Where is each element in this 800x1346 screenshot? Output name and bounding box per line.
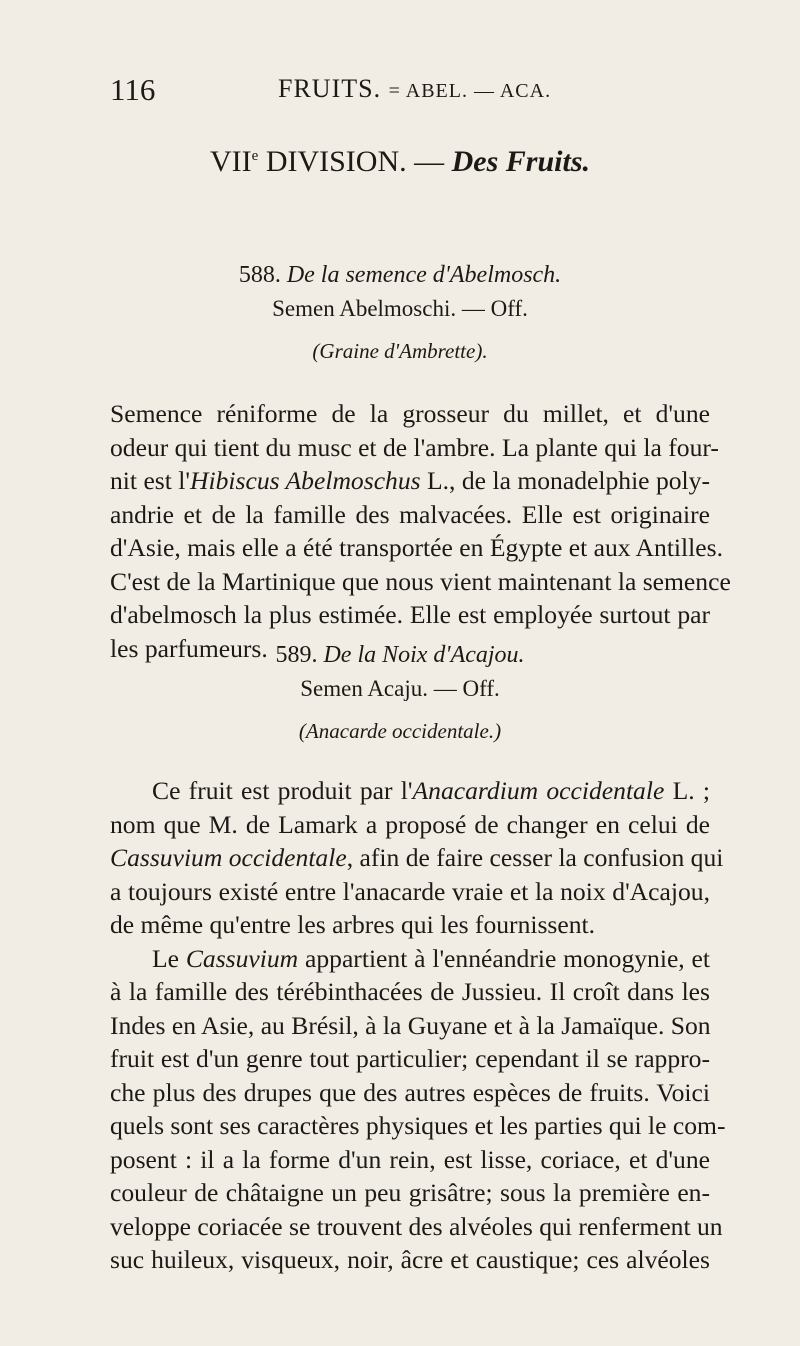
division-title (0, 145, 800, 179)
paragraph-589 (110, 774, 726, 1277)
text-line: d'abelmosch la plus estimée. Elle est employée surtout par (110, 600, 710, 629)
text-line: posent : il a la forme d'un rein, est lisse, coriace, et d'une (110, 1144, 710, 1174)
division-prefix: VII (209, 145, 252, 178)
entry-588-title-line (0, 258, 800, 292)
entry-589-number: 589. (275, 642, 318, 668)
text-line: nom que M. de Lamark a proposé de changer en celui de (110, 809, 710, 839)
text-line: à la famille des térébinthacées de Jussieu. Il croît dans les (110, 977, 710, 1006)
entry-588-title: De la semence d'Abelmosch. (286, 262, 562, 288)
entry-589-latin: Semen Acaju. — Off. (300, 676, 500, 701)
text-line: les parfumeurs. (110, 633, 268, 663)
text-line: fruit est d'un genre tout particulier; cependant il se rappro- (110, 1044, 710, 1073)
entry-588-heading (0, 258, 800, 368)
running-title (278, 74, 551, 104)
division-label: DIVISION. — (258, 145, 452, 178)
text-line: Ce fruit est produit par l'Anacardium occidentale L. ; (152, 776, 710, 805)
entry-589-title: De la Noix d'Acajou. (323, 642, 525, 668)
latin-name: Cassuvium occidentale (110, 843, 347, 872)
division-title-italic: Des Fruits. (451, 145, 591, 178)
entry-589-heading (0, 638, 800, 748)
entry-588-synonym: (Graine d'Ambrette). (312, 339, 488, 363)
latin-name: Cassuvium (185, 943, 299, 973)
text-line: odeur qui tient du musc et de l'ambre. La plante qui la four- (110, 432, 719, 462)
text-line: Le Cassuvium appartient à l'ennéandrie monogynie, et (152, 943, 710, 973)
text-line: andrie et de la famille des malvacées. Elle est originaire (110, 499, 710, 529)
text-line: Semence réniforme de la grosseur du millet, et d'une (110, 399, 710, 428)
paragraph-588 (110, 397, 731, 665)
text-line: suc huileux, visqueux, noir, âcre et caustique; ces alvéoles (110, 1245, 710, 1274)
entry-589-title-line (0, 638, 800, 672)
entry-588-latin: Semen Abelmoschi. — Off. (272, 296, 528, 321)
text-line: quels sont ses caractères physiques et les parties qui le com- (110, 1111, 726, 1140)
text-line: veloppe coriacée se trouvent des alvéoles qui renferment un (110, 1211, 723, 1241)
text-line: che plus des drupes que des autres espèces de fruits. Voici (110, 1077, 710, 1107)
entry-589-synonym: (Anacarde occidentale.) (298, 719, 502, 743)
text-line: Cassuvium occidentale, afin de faire cesser la confusion qui (110, 843, 724, 872)
entry-588-number: 588. (238, 262, 281, 288)
running-head (0, 72, 800, 112)
division-superscript: e (251, 148, 259, 164)
running-title-main: FRUITS. (278, 74, 382, 103)
text-line: C'est de la Martinique que nous vient maintenant la semence (110, 566, 731, 596)
page-number: 116 (110, 72, 156, 107)
text-line: a toujours existé entre l'anacarde vraie et la noix d'Acajou, (110, 876, 710, 906)
text-line: d'Asie, mais elle a été transportée en Égypte et aux Antilles. (110, 533, 723, 562)
text-line: nit est l'Hibiscus Abelmoschus L., de la monadelphie poly- (110, 466, 710, 495)
text-line: de même qu'entre les arbres qui les fournissent. (110, 910, 596, 939)
running-title-range: = ABEL. — ACA. (388, 80, 552, 102)
text-line: couleur de châtaigne un peu grisâtre; sous la première en- (110, 1178, 710, 1207)
text-line: Indes en Asie, au Brésil, à la Guyane et à la Jamaïque. Son (110, 1010, 711, 1040)
latin-name: Anacardium occidentale (412, 776, 665, 805)
latin-name: Hibiscus Abelmoschus (190, 466, 421, 495)
